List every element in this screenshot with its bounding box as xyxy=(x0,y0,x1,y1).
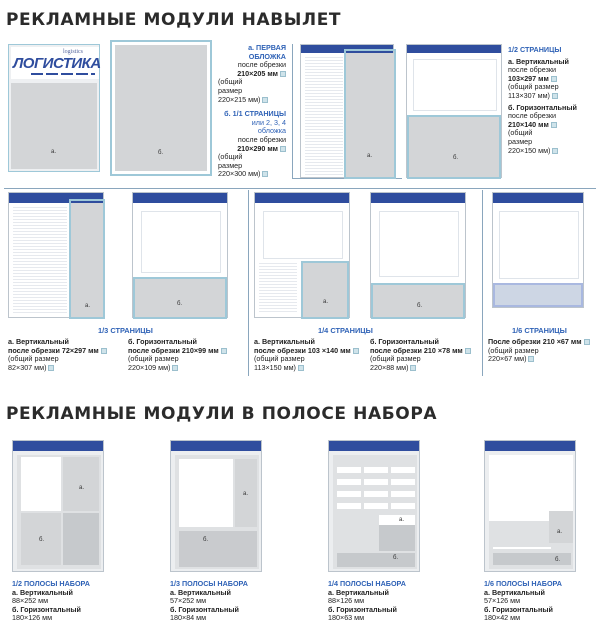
bleed-outline xyxy=(344,49,396,179)
bleed-outline xyxy=(407,115,501,179)
inline-sixth-title: 1/6 ПОЛОСЫ НАБОРА xyxy=(484,579,562,588)
label-a: а. xyxy=(85,303,91,309)
third-b4: 220×109 мм) xyxy=(128,362,171,372)
label-b: б. xyxy=(203,537,209,543)
half-b3: 210×140 мм xyxy=(508,119,549,129)
divider-horizontal xyxy=(4,188,596,189)
page-header-bar xyxy=(13,441,103,451)
inline-quarter-a2: 88×126 мм xyxy=(328,596,365,606)
inline-third-b2: 180×84 мм xyxy=(170,613,207,623)
quarter-b2: после обрезки 210 ×78 мм xyxy=(370,345,463,355)
white-column xyxy=(179,459,233,527)
label-a: а. xyxy=(51,149,57,155)
third-b2: после обрезки 210×99 мм xyxy=(128,345,219,355)
cover-a-total2: размер xyxy=(218,85,243,95)
divider-vertical xyxy=(292,44,293,178)
third-title: 1/3 СТРАНИЦЫ xyxy=(98,326,153,335)
bleed-outline xyxy=(371,283,465,319)
label-a: а. xyxy=(243,491,249,497)
inline-third-page xyxy=(170,440,262,572)
quarter-b-caption xyxy=(370,338,486,372)
inline-quarter-b2: 180×63 мм xyxy=(328,613,365,623)
inline-sixth-a1: а. Вертикальный xyxy=(484,587,545,597)
third-b3: (общий размер xyxy=(128,354,179,364)
third-a3: (общий размер xyxy=(8,354,59,364)
sixth-caption xyxy=(488,338,598,364)
label-a: а. xyxy=(367,153,373,159)
heading-inline: РЕКЛАМНЫЕ МОДУЛИ В ПОЛОСЕ НАБОРА xyxy=(6,404,438,424)
text-lines xyxy=(13,207,67,315)
inline-third-b1: б. Горизонтальный xyxy=(170,604,239,614)
inline-quarter-caption xyxy=(328,580,468,623)
inline-third-a1: а. Вертикальный xyxy=(170,587,231,597)
text-frame xyxy=(141,211,221,273)
white-strip xyxy=(337,503,415,509)
label-b: б. xyxy=(158,150,164,156)
third-page-b xyxy=(132,192,228,318)
bleed-outline xyxy=(301,261,349,319)
text-frame xyxy=(499,211,579,279)
half-b5: размер xyxy=(508,136,533,146)
inline-third-caption xyxy=(170,580,310,623)
inline-sixth-caption xyxy=(484,580,596,623)
inline-third-horizontal xyxy=(179,531,257,567)
text-frame xyxy=(379,211,459,277)
inline-half-title: 1/2 ПОЛОСЫ НАБОРА xyxy=(12,579,90,588)
label-a: а. xyxy=(557,529,563,535)
cover-page-a xyxy=(8,44,100,172)
half-caption xyxy=(508,46,598,155)
inline-quarter-vertical xyxy=(379,525,415,551)
white-strip xyxy=(337,479,415,485)
quarter-page-b xyxy=(370,192,466,318)
label-a: а. xyxy=(399,517,405,523)
text-frame xyxy=(263,211,343,259)
page-header-bar xyxy=(407,45,501,53)
inline-half-page xyxy=(12,440,104,572)
cover-caption xyxy=(218,44,286,179)
inline-half-a2: 88×252 мм xyxy=(12,596,49,606)
inline-quarter-page xyxy=(328,440,420,572)
quarter-a1: а. Вертикальный xyxy=(254,337,315,346)
inline-half-corner xyxy=(63,513,99,565)
label-a: а. xyxy=(323,299,329,305)
page-header-bar xyxy=(171,441,261,451)
half-b6: 220×150 мм) xyxy=(508,145,551,155)
text-lines xyxy=(259,263,297,313)
label-b: б. xyxy=(555,557,561,563)
logo-sub: logistics xyxy=(63,49,84,55)
third-a2: после обрезки 72×297 мм xyxy=(8,345,99,355)
inline-third-a2: 57×252 мм xyxy=(170,596,207,606)
third-a4: 82×307 мм) xyxy=(8,362,47,372)
inline-sixth-page xyxy=(484,440,576,572)
cover-a-total1: (общий xyxy=(218,77,243,87)
label-b: б. xyxy=(177,301,183,307)
text-frame xyxy=(413,59,497,111)
quarter-title: 1/4 СТРАНИЦЫ xyxy=(318,326,373,335)
cover-gray-block xyxy=(11,83,97,169)
label-b: б. xyxy=(39,537,45,543)
cover-a-title: а. ПЕРВАЯ ОБЛОЖКА xyxy=(248,43,286,61)
cover-b-total1: (общий xyxy=(218,152,243,162)
cover-b-title: б. 1/1 СТРАНИЦЫ xyxy=(224,109,286,119)
white-column xyxy=(21,457,61,511)
bleed-outline xyxy=(133,277,227,319)
half-page-b xyxy=(406,44,502,178)
bleed-outline xyxy=(69,199,105,319)
inline-sixth-vertical xyxy=(549,511,573,543)
half-a5: 113×307 мм) xyxy=(508,90,550,100)
page-header-bar xyxy=(493,193,583,203)
quarter-a2: после обрезки 103 ×140 мм xyxy=(254,345,351,355)
label-b: б. xyxy=(417,303,423,309)
sixth-a1: После обрезки 210 ×67 мм xyxy=(488,337,582,346)
inline-quarter-b1: б. Горизонтальный xyxy=(328,604,397,614)
sixth-a3: 220×67 мм) xyxy=(488,354,527,364)
divider-vertical xyxy=(248,190,249,376)
inline-sixth-a2: 57×126 мм xyxy=(484,596,521,606)
page-header-bar xyxy=(371,193,465,203)
label-a: а. xyxy=(79,485,85,491)
white-line xyxy=(493,547,551,549)
text-lines xyxy=(305,57,343,175)
inline-half-b1: б. Горизонтальный xyxy=(12,604,81,614)
logo-dashes xyxy=(31,73,95,75)
inline-quarter-horizontal xyxy=(337,553,415,567)
white-strip xyxy=(337,467,415,473)
cover-a-total3: 220×215 мм) xyxy=(218,94,261,104)
white-strip xyxy=(337,491,415,497)
third-b1: б. Горизонтальный xyxy=(128,337,197,346)
sixth-page xyxy=(492,192,584,308)
inline-quarter-a1: а. Вертикальный xyxy=(328,587,389,597)
quarter-b1: б. Горизонтальный xyxy=(370,337,439,346)
half-title: 1/2 СТРАНИЦЫ xyxy=(508,45,562,54)
half-page-a xyxy=(300,44,394,178)
full-page-b xyxy=(110,40,212,176)
page-header-bar xyxy=(255,193,349,203)
cover-b-sub2: обложка xyxy=(257,126,286,136)
half-a3: 103×297 мм xyxy=(508,73,549,83)
third-b-caption xyxy=(128,338,248,372)
sixth-a2: (общий размер xyxy=(488,345,539,355)
page-header-bar xyxy=(485,441,575,451)
third-a-caption xyxy=(8,338,128,372)
cover-b-sub: или 2, 3, 4 xyxy=(251,117,286,127)
quarter-a4: 113×150 мм) xyxy=(254,362,296,372)
third-page-a xyxy=(8,192,104,318)
half-a1: а. Вертикальный xyxy=(508,56,569,66)
sixth-title: 1/6 СТРАНИЦЫ xyxy=(512,326,567,335)
cover-b-total3: 220×300 мм) xyxy=(218,169,261,179)
cover-a-trim: после обрезки xyxy=(237,60,286,70)
inline-half-a1: а. Вертикальный xyxy=(12,587,73,597)
inline-sixth-b1: б. Горизонтальный xyxy=(484,604,553,614)
cover-b-total2: размер xyxy=(218,160,243,170)
quarter-b4: 220×88 мм) xyxy=(370,362,409,372)
page-header-bar xyxy=(133,193,227,203)
half-a4: (общий размер xyxy=(508,82,559,92)
bleed-outline xyxy=(493,283,583,307)
quarter-a3: (общий размер xyxy=(254,354,305,364)
cover-a-size: 210×205 мм xyxy=(237,68,278,78)
half-b4: (общий xyxy=(508,128,533,138)
quarter-page-a xyxy=(254,192,350,318)
half-b2: после обрезки xyxy=(508,111,557,121)
inline-sixth-b2: 180×42 мм xyxy=(484,613,521,623)
inline-quarter-title: 1/4 ПОЛОСЫ НАБОРА xyxy=(328,579,406,588)
label-b: б. xyxy=(453,155,459,161)
inline-half-b2: 180×126 мм xyxy=(12,613,53,623)
half-a2: после обрезки xyxy=(508,65,557,75)
heading-bleed: РЕКЛАМНЫЕ МОДУЛИ НАВЫЛЕТ xyxy=(6,10,342,30)
label-b: б. xyxy=(393,555,399,561)
logo-main: ЛОГИСТИКА xyxy=(13,55,101,72)
cover-b-size: 210×290 мм xyxy=(237,143,278,153)
inline-third-title: 1/3 ПОЛОСЫ НАБОРА xyxy=(170,579,248,588)
third-a1: а. Вертикальный xyxy=(8,337,69,346)
inline-half-vertical xyxy=(63,457,99,511)
page-header-bar xyxy=(329,441,419,451)
quarter-b3: (общий размер xyxy=(370,354,421,364)
inline-half-caption xyxy=(12,580,152,623)
quarter-a-caption xyxy=(254,338,372,372)
cover-b-trim: после обрезки xyxy=(237,134,286,144)
half-b1: б. Горизонтальный xyxy=(508,102,577,112)
